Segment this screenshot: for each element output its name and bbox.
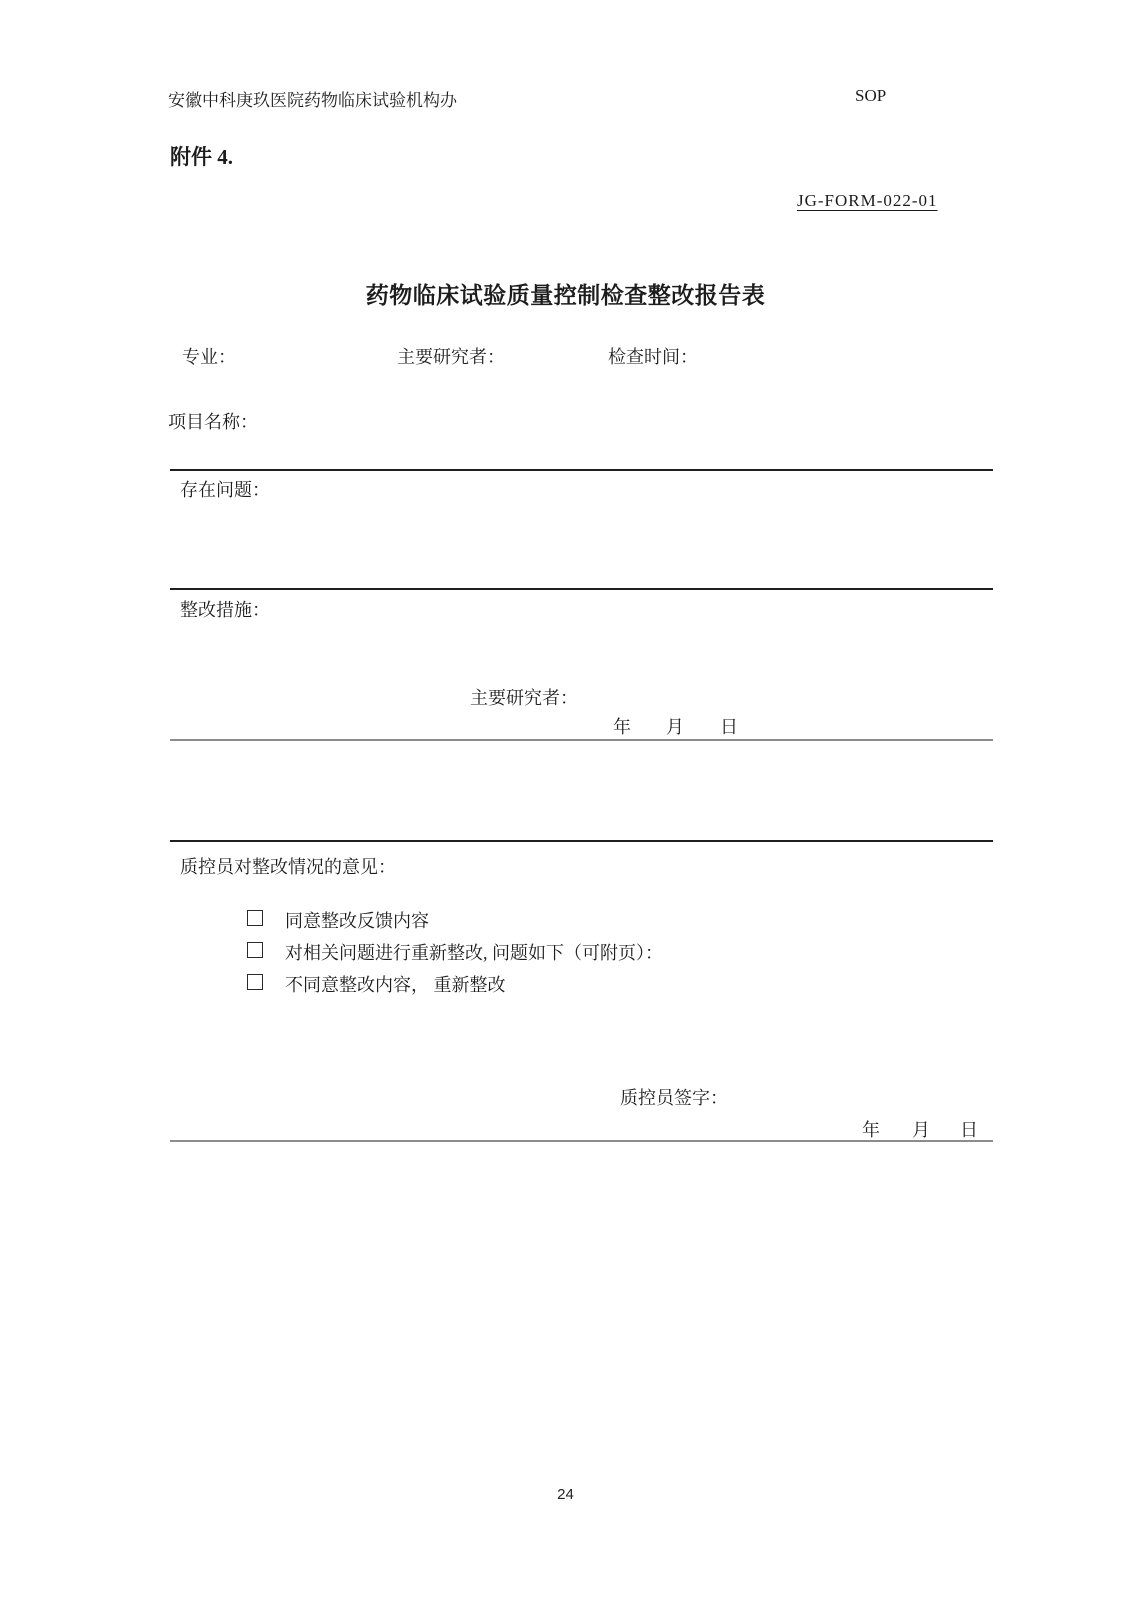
divider-line-bottom — [170, 1140, 993, 1142]
page-title: 药物临床试验质量控制检查整改报告表 — [365, 283, 766, 308]
project-name-label: 项目名称： — [168, 412, 258, 432]
pi-date-line — [613, 713, 738, 739]
day-label: 日 — [720, 717, 738, 737]
qc-opinion-label: 质控员对整改情况的意见： — [180, 857, 396, 877]
header-organization: 安徽中科庚玖医院药物临床试验机构办 — [168, 91, 457, 110]
divider-line-qc-section — [170, 840, 993, 842]
page-number: 24 — [557, 1486, 574, 1503]
day-label: 日 — [960, 1120, 978, 1140]
checkbox-icon[interactable] — [247, 974, 263, 990]
inspection-time-label: 检查时间： — [608, 347, 698, 367]
divider-line-top — [170, 469, 993, 471]
header-sop-label: SOP — [855, 86, 887, 105]
divider-line-problems — [170, 588, 993, 590]
month-label: 月 — [912, 1120, 930, 1140]
attachment-heading: 附件 4. — [170, 145, 233, 169]
existing-problems-label: 存在问题： — [180, 480, 270, 500]
checkbox-option-label: 同意整改反馈内容 — [285, 911, 429, 931]
qc-date-line — [862, 1116, 978, 1142]
divider-line-pi-signature — [170, 739, 993, 741]
month-label: 月 — [666, 717, 684, 737]
form-code: JG-FORM-022-01 — [797, 191, 938, 210]
checkbox-icon[interactable] — [247, 942, 263, 958]
pi-signature-label: 主要研究者： — [470, 688, 578, 708]
checkbox-icon[interactable] — [247, 910, 263, 926]
checkbox-option-label: 对相关问题进行重新整改, 问题如下（可附页）： — [285, 943, 663, 963]
checkbox-option-label: 不同意整改内容， 重新整改 — [285, 975, 506, 995]
specialty-label: 专业： — [182, 347, 236, 367]
rectification-measures-label: 整改措施： — [180, 600, 270, 620]
qc-signature-label: 质控员签字： — [620, 1088, 728, 1108]
principal-investigator-label: 主要研究者： — [397, 347, 505, 367]
year-label: 年 — [613, 717, 631, 737]
year-label: 年 — [862, 1120, 880, 1140]
